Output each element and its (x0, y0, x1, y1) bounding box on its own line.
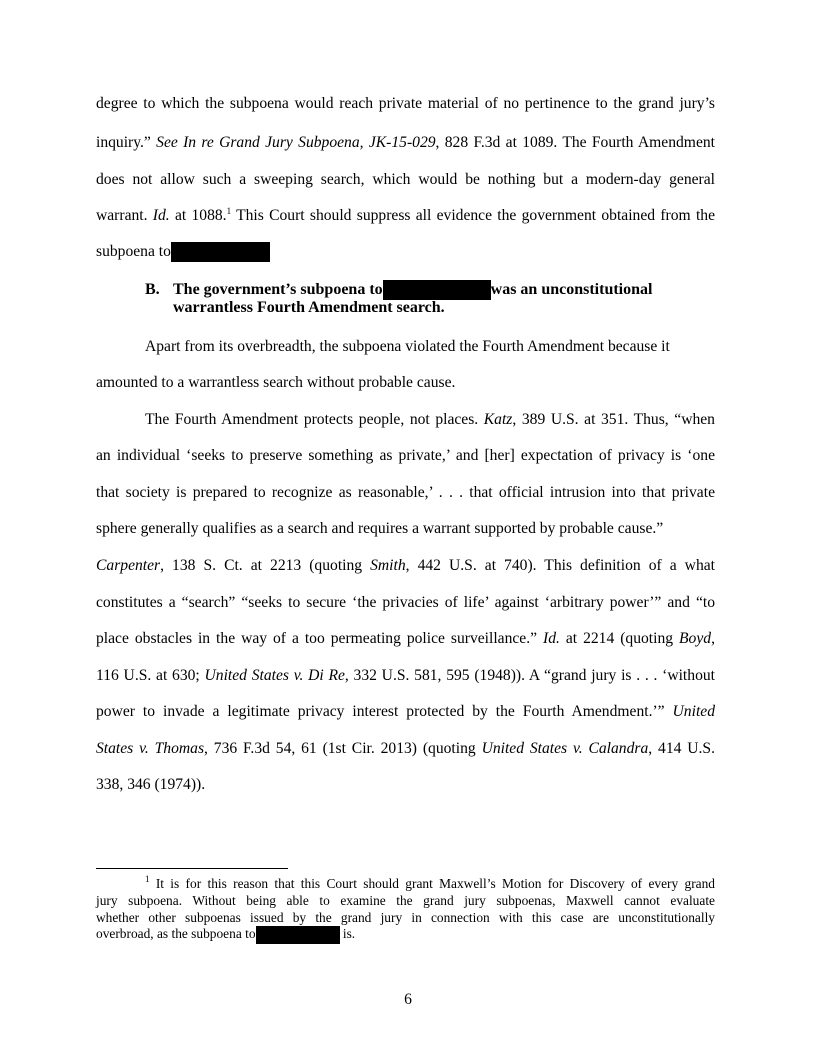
section-heading-line (173, 280, 693, 300)
text-run: , 332 U.S. 581, 595 (1948)). A “grand jury is . . . ‘without (344, 667, 715, 684)
footnote-line (96, 892, 715, 909)
text-run: 338, 346 (1974)). (96, 776, 206, 793)
paragraph-line (145, 337, 715, 357)
paragraph-line (96, 666, 715, 686)
footnote-line (96, 909, 715, 926)
body-line (96, 242, 715, 262)
text-run: place obstacles in the way of a too permeating police surveillance.” (96, 630, 544, 647)
body-line (96, 170, 715, 190)
text-run: degree to which the subpoena would reach private material of no pertinence to the grand jury’s (96, 95, 715, 112)
footnote-marker: 1 (226, 206, 232, 216)
text-run: warrantless Fourth Amendment search. (173, 299, 445, 316)
text-run: subpoena to (96, 243, 171, 260)
body-line (96, 94, 715, 114)
text-run: inquiry.” (96, 134, 157, 151)
text-run: 116 U.S. at 630; (96, 667, 205, 684)
footnote-line (145, 875, 715, 892)
paragraph-line (96, 483, 715, 503)
citation-italic: Carpenter (96, 557, 161, 574)
text-run: at 1088. (169, 207, 227, 224)
text-run: sphere generally qualifies as a search and requires a warrant supported by probable cause.” (96, 520, 664, 537)
text-run: , 138 S. Ct. at 2213 (quoting (160, 557, 371, 574)
paragraph-line (96, 775, 715, 795)
body-line (96, 206, 715, 226)
footnote-line (96, 925, 715, 942)
citation-italic: See In re Grand Jury Subpoena, JK-15-029 (156, 134, 436, 151)
text-run: jury subpoena. Without being able to examine the grand jury subpoenas, Maxwell cannot evaluate (96, 893, 715, 908)
text-run: constitutes a “search” “seeks to secure ‘the privacies of life’ against ‘arbitrary power’” and “to (96, 594, 715, 611)
citation-italic: Smith (370, 557, 406, 574)
citation-italic: Katz (483, 411, 513, 428)
paragraph-line (96, 629, 715, 649)
redaction-block (171, 242, 270, 262)
paragraph-line (96, 556, 715, 576)
text-run: amounted to a warrantless search without probable cause. (96, 374, 456, 391)
citation-italic: United States v. Di Re (204, 667, 345, 684)
paragraph-line (96, 519, 715, 539)
text-run: warrant. (96, 207, 153, 224)
text-run: , (711, 630, 715, 647)
citation-italic: States v. Thomas (96, 740, 205, 757)
section-heading-label: B. (145, 281, 160, 298)
footnote-marker: 1 (145, 874, 150, 884)
text-run: power to invade a legitimate privacy interest protected by the Fourth Amendment.’” (96, 703, 673, 720)
paragraph-line (96, 739, 715, 759)
text-run: The Fourth Amendment protects people, not places. (145, 411, 484, 428)
text-run: , 442 U.S. at 740). This definition of a what (405, 557, 715, 574)
section-heading-line (173, 298, 693, 318)
text-run: was an unconstitutional (490, 281, 653, 298)
paragraph-line (145, 410, 715, 430)
text-run: overbroad, as the subpoena to (96, 926, 256, 941)
paragraph-line (96, 593, 715, 613)
body-line (96, 133, 715, 153)
citation-italic: Boyd (679, 630, 712, 647)
citation-italic: Id. (152, 207, 170, 224)
text-run: The government’s subpoena to (173, 281, 383, 298)
text-run: that society is prepared to recognize as reasonable,’ . . . that official intrusion into that private (96, 484, 715, 501)
text-run: This Court should suppress all evidence the government obtained from the (231, 207, 715, 224)
citation-italic: Id. (543, 630, 560, 647)
text-run: Apart from its overbreadth, the subpoena violated the Fourth Amendment because it (145, 338, 670, 355)
citation-italic: United States v. Calandra (481, 740, 649, 757)
page-number: 6 (404, 991, 412, 1008)
text-run: , 414 U.S. (648, 740, 715, 757)
text-run: an individual ‘seeks to preserve something as private,’ and [her] expectation of privacy is ‘one (96, 447, 715, 464)
paragraph-line (96, 702, 715, 722)
paragraph-line (96, 373, 715, 393)
text-run: , 828 F.3d at 1089. The Fourth Amendment (435, 134, 715, 151)
text-run: whether other subpoenas issued by the grand jury in connection with this case are unconstitutionally (96, 910, 715, 925)
text-run: does not allow such a sweeping search, which would be nothing but a modern-day general (96, 171, 715, 188)
redaction-block (256, 926, 340, 944)
citation-italic: United (672, 703, 715, 720)
text-run: at 2214 (quoting (559, 630, 680, 647)
text-run: is. (339, 926, 356, 941)
text-run: It is for this reason that this Court should grant Maxwell’s Motion for Discovery of every grand (149, 876, 715, 891)
footnote-separator (96, 868, 288, 869)
paragraph-line (96, 446, 715, 466)
text-run: , 389 U.S. at 351. Thus, “when (512, 411, 715, 428)
text-run: , 736 F.3d 54, 61 (1st Cir. 2013) (quoting (204, 740, 482, 757)
